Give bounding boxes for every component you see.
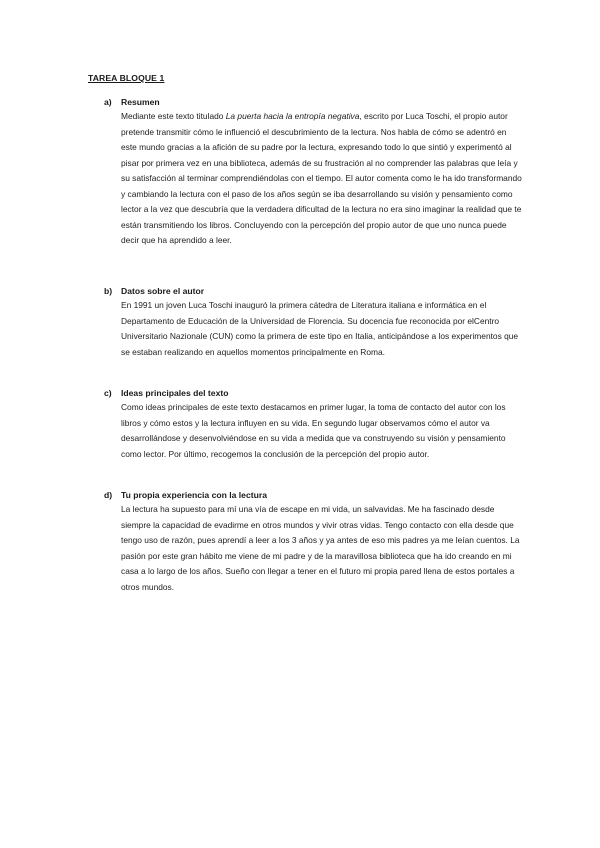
section-title: Ideas principales del texto [121, 388, 229, 398]
section-letter: a) [104, 97, 112, 107]
section-heading [104, 285, 524, 298]
section-letter: c) [104, 388, 112, 398]
section-heading [104, 489, 524, 502]
body-text: , escrito por Luca Toschi, el propio autor pretende transmitir cómo le influenció el descubrimiento de la lectura. Nos habla de cómo se adentró en este mundo gracias a la afición de su padre por la lectura, expresando todo lo que sintió y experimentó al pisar por primera vez en una biblioteca, además de su frustración al no comprender las palabras que leía y su satisfacción al terminar comprendiéndolas con el tiempo. El autor comenta como le ha ido transformando y cambiando la lectura con el paso de los años según se iba desarrollando su visión y pensamiento como lector a la vez que descubría que la verdadera dificultad de la lectura no era sino imaginar la realidad que te están transmitiendo los libros. Concluyendo con la percepción del propio autor de que uno nunca puede decir que ha aprendido a leer. [121, 111, 522, 245]
body-text: Mediante este texto titulado [121, 111, 226, 121]
section-heading [104, 96, 524, 109]
section-body: En 1991 un joven Luca Toschi inauguró la primera cátedra de Literatura italiana e informática en el Departamento de Educación de la Universidad de Florencia. Su docencia fue reconocida por elCentro Universitario Nazionale (CUN) como la primera de este tipo en Italia, anticipándose a los experimentos que se estaban realizando en aquellos momentos principalmente en Roma. [121, 300, 519, 357]
book-title-italic: La puerta hacia la entropía negativa [225, 111, 360, 121]
section-title: Resumen [121, 97, 160, 107]
section-letter: b) [104, 286, 113, 296]
document-title: TAREA BLOQUE 1 [88, 73, 165, 83]
section-experiencia-lectura [104, 489, 524, 595]
section-body: La lectura ha supuesto para mí una vía de escape en mi vida, un salvavidas. Me ha fascinado desde siempre la capacidad de evadirme en otros mundos y vivir otras vidas. Tengo contacto con ella desde que tengo uso de razón, pues aprendí a leer a los 3 años y ya antes de eso mis padres ya me leían cuentos. La pasión por este gran hábito me viene de mi padre y de la maravillosa biblioteca que ha ido creando en mi casa a lo largo de los años. Sueño con llegar a tener en el futuro mi propia pared llena de estos portales a otros mundos. [121, 504, 520, 592]
section-title: Tu propia experiencia con la lectura [121, 490, 267, 500]
section-letter: d) [104, 490, 113, 500]
section-title: Datos sobre el autor [121, 286, 205, 296]
section-resumen [104, 96, 524, 249]
section-heading [104, 387, 524, 400]
section-body [121, 109, 524, 249]
section-ideas-principales [104, 387, 524, 462]
section-body: Como ideas principales de este texto destacamos en primer lugar, la toma de contacto del autor con los libros y cómo estos y la lectura influyen en su vida. En segundo lugar observamos cómo el autor va desarrollándose y desenvolviéndose en su vida a medida que va construyendo su visión y pensamiento como lector. Por último, recogemos la conclusión de la percepción del propio autor. [121, 402, 506, 459]
section-datos-autor [104, 285, 524, 360]
